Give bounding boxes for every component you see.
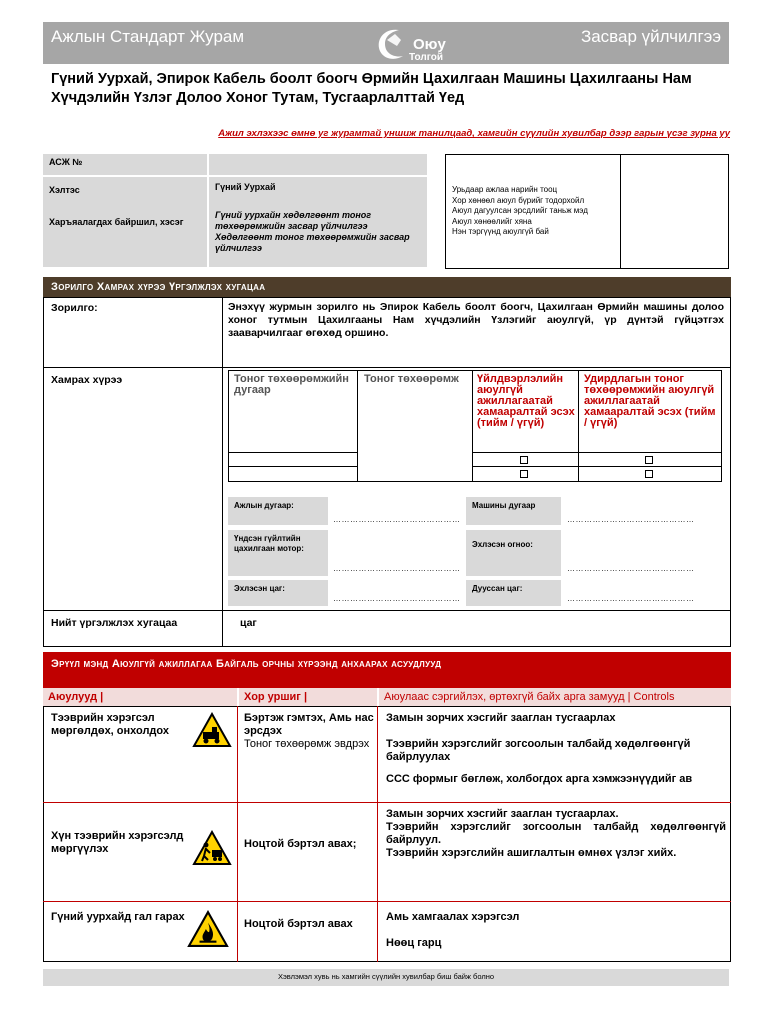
dept-value: Гүний Уурхай xyxy=(215,182,276,192)
purpose-label: Зорилго: xyxy=(51,302,98,314)
location-value: Гүний уурхайн хөдөлгөөнт тоног төхөөрөмжийн засвар үйлчилгээ Хөдөлгөөнт тоног төхөөрөмжийн засвар үйлчилгээ xyxy=(215,210,410,253)
end-time-field[interactable]: ……………………………………… xyxy=(567,594,695,603)
header-bar xyxy=(43,22,729,64)
control-3-1: Амь хамгаалах хэрэгсэл xyxy=(386,911,520,923)
end-time-label: Дууссан цаг: xyxy=(466,580,561,606)
header-right-title: Засвар үйлчилгээ xyxy=(580,27,721,46)
control-1-1: Замын зорчих хэсгийг зааглан тусгаарлах xyxy=(386,712,616,724)
hazards-header: Аюулууд | xyxy=(43,688,237,706)
col-control-safety: Удирдлагын тоног төхөөрөмжийн аюулгүй ажиллагаатай хамааралтай эсэх (тийм / үгүй) xyxy=(584,373,716,429)
reminder-item: Нэн тэргүүнд аюулгүй бай xyxy=(452,227,549,236)
control-3-2: Нөөц гарц xyxy=(386,937,442,949)
control-1-2: Тээврийн хэрэгслийг зогсоолын талбайд хөдөлгөөнгүй байрлуулах xyxy=(386,738,691,763)
footer-note: Хэвлэмэл хувь нь хамгийн сүүлийн хувилбар биш байж болно xyxy=(43,969,729,986)
motor-field[interactable]: ……………………………………… xyxy=(333,564,461,573)
asj-value[interactable] xyxy=(209,154,427,175)
vehicle-rollover-warning-icon xyxy=(192,712,232,748)
scope-row-divider xyxy=(228,466,357,467)
checkbox-control-1[interactable] xyxy=(645,456,653,464)
reminder-item: Аюул хөнөөлийг хяна xyxy=(452,216,532,226)
location-label: Харъяалагдах байршил, хэсэг xyxy=(49,217,184,227)
header-left-title: Ажлын Стандарт Журам xyxy=(51,27,245,46)
logo-crescent-icon xyxy=(373,24,413,64)
hazard-row-divider xyxy=(43,901,731,902)
scope-row-divider xyxy=(472,452,722,453)
purpose-text: Энэхүү журмын зорилго нь Эпирок Кабель боолт боогч, Цахилгаан Өрмийн машины долоо хоног тутмын Цахилгааны Нам хүчдэлийн Үзлэгийг аюулгүй, үр дүнтэй гүйцэтгэх зааварчилгааг өгөхөд оршино. xyxy=(228,301,724,339)
control-1-3: ССС формыг бөглөж, холбогдох арга хэмжээнүүдийг ав xyxy=(386,773,693,785)
duration-label: Нийт үргэлжлэх хугацаа xyxy=(51,617,178,629)
harm-2: Ноцтой бэртэл авах; xyxy=(244,838,357,850)
document-title: Гүний Уурхай, Эпирок Кабель боолт боогч Өрмийн Цахилгаан Машины Цахилгааны Нам Хүчдэлийн Үзлэг Долоо Хоног Тутам, Тусгаарлалттай Үед xyxy=(51,71,692,106)
dept-label: Хэлтэс xyxy=(49,185,80,195)
checkbox-production-1[interactable] xyxy=(520,456,528,464)
reminder-item: Аюул дагуулсан эрсдлийг таньж мэд xyxy=(452,206,588,215)
col-equipment: Тоног төхөөрөмж xyxy=(364,373,459,385)
machine-number-field[interactable]: ……………………………………… xyxy=(567,515,695,524)
harm-3: Ноцтой бэртэл авах xyxy=(244,918,353,930)
start-time-label: Эхлэсэн цаг: xyxy=(228,580,328,606)
control-2-3: Тээврийн хэрэгслийн ашиглалтын өмнөх үзлэг хийх. xyxy=(386,847,677,859)
scope-row-divider xyxy=(472,466,722,467)
safety-reminder-list xyxy=(452,185,588,238)
logo-text-2: Толгой xyxy=(409,52,443,63)
duration-unit: цаг xyxy=(240,617,257,629)
box-divider xyxy=(620,155,621,268)
logo-text-1: Оюу xyxy=(413,36,446,53)
fire-warning-icon xyxy=(186,910,230,948)
read-warning: Ажил эхлэхээс өмнө уг журамтай уншиж танилцаад, хамгийн сүүлийн хувилбар дээр гарын үсэг зурна уу xyxy=(218,128,730,139)
pedestrian-vehicle-warning-icon xyxy=(192,830,232,866)
safety-reminder-box xyxy=(445,154,729,269)
start-time-field[interactable]: ……………………………………… xyxy=(333,594,461,603)
harm-1-secondary: Тоног төхөөрөмж эвдрэх xyxy=(244,738,370,750)
col-equipment-number: Тоног төхөөрөмжийн дугаар xyxy=(234,373,349,396)
dept-location-values xyxy=(209,177,427,267)
hazard-1: Тээврийн хэрэгсэл мөргөлдөх, онхолдох xyxy=(51,712,169,737)
control-2-2: Тээврийн хэрэгслийг зогсоолын талбайд хөдөлгөөнгүй байрлуул. xyxy=(386,821,726,846)
hazard-3: Гүний уурхайд гал гарах xyxy=(51,911,185,923)
reminder-item: Урьдаар ажлаа нарийн тооц xyxy=(452,185,558,194)
controls-header: Аюулаас сэргийлэх, өртөхгүй байх арга замууд | Controls xyxy=(379,688,731,706)
company-logo xyxy=(373,24,455,64)
motor-label: Үндсэн гүйлтийн цахилгаан мотор: xyxy=(228,530,328,576)
section1-header: Зорилго Хамрах хүрээ Үргэлжлэх хугацаа xyxy=(43,277,731,297)
section2-header: Эрүүл мэнд Аюулгүй ажиллагаа Байгаль орчны хүрээнд анхаарах асуудлууд xyxy=(43,652,731,688)
scope-row-divider xyxy=(228,452,357,453)
start-date-field[interactable]: ……………………………………… xyxy=(567,564,695,573)
checkbox-control-2[interactable] xyxy=(645,470,653,478)
section1-col-divider xyxy=(222,297,223,647)
scope-label: Хамрах хүрээ xyxy=(51,374,123,386)
col-production-safety: Үйлдвэрлэлийн аюулгүй ажиллагаатай хамааралтай эсэх (тийм / үгүй) xyxy=(477,373,575,429)
reminder-item: Хор хөнөөл аюул бүрийг тодорхойл xyxy=(452,195,585,205)
hazard-col-divider xyxy=(237,706,238,962)
harm-1-main: Бэртэж гэмтэх, Амь нас эрсдэх xyxy=(244,712,374,737)
dept-location-labels xyxy=(43,177,207,267)
hazard-col-divider xyxy=(377,706,378,962)
control-2-1: Замын зорчих хэсгийг зааглан тусгаарлах. xyxy=(386,808,619,820)
machine-number-label: Машины дугаар xyxy=(466,497,561,525)
work-number-field[interactable]: ……………………………………… xyxy=(333,515,461,524)
hazard-2: Хүн тээврийн хэрэгсэлд мөргүүлэх xyxy=(51,830,184,855)
row-divider xyxy=(43,610,731,611)
work-number-label: Ажлын дугаар: xyxy=(228,497,328,525)
checkbox-production-2[interactable] xyxy=(520,470,528,478)
scope-col-divider xyxy=(357,370,358,482)
hazard-row-divider xyxy=(43,802,731,803)
asj-label: АСЖ № xyxy=(43,154,207,175)
row-divider xyxy=(43,367,731,368)
harm-header: Хор уршиг | xyxy=(239,688,377,706)
start-date-label: Эхлэсэн огноо: xyxy=(466,530,561,576)
